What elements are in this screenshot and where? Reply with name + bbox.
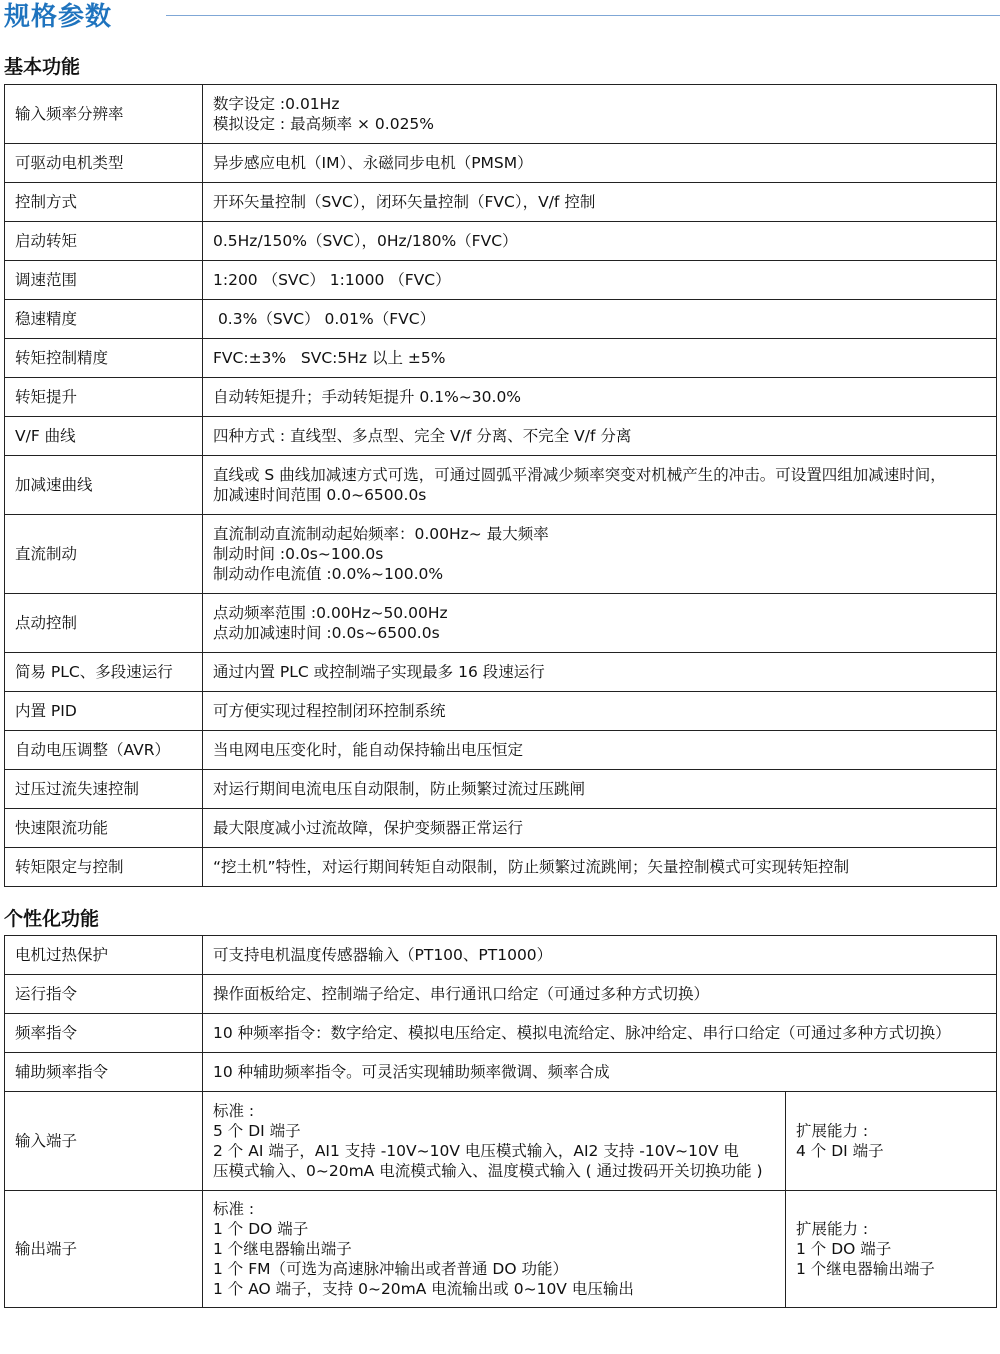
value-line: 标准 : (213, 1102, 255, 1120)
table-row (5, 770, 997, 809)
row-label: 直流制动 (5, 515, 203, 594)
row-value (203, 300, 997, 339)
table-row (5, 692, 997, 731)
row-value (203, 456, 997, 515)
value-line: 直流制动直流制动起始频率：0.00Hz~ 最大频率 (213, 525, 549, 543)
value-line: 可方便实现过程控制闭环控制系统 (213, 702, 446, 720)
value-line: 2 个 AI 端子，AI1 支持 -10V~10V 电压模式输入，AI2 支持 -10V~10V 电 (213, 1142, 739, 1160)
row-value (203, 731, 997, 770)
table-row (5, 261, 997, 300)
row-label: 转矩控制精度 (5, 339, 203, 378)
value-line: 最大限度减小过流故障，保护变频器正常运行 (213, 819, 524, 837)
value-line: 标准 : (213, 1200, 255, 1218)
value-line: 0.3%（SVC） 0.01%（FVC） (213, 310, 436, 328)
row-label: 运行指令 (5, 975, 203, 1014)
row-label: 控制方式 (5, 183, 203, 222)
table-row (5, 515, 997, 594)
row-label: 调速范围 (5, 261, 203, 300)
value-line: 点动频率范围 :0.00Hz~50.00Hz (213, 604, 448, 622)
row-value-standard (203, 1092, 786, 1191)
row-value (203, 515, 997, 594)
value-line: 可支持电机温度传感器输入（PT100、PT1000） (213, 946, 553, 964)
row-value (203, 692, 997, 731)
page-title: 规格参数 (4, 2, 113, 32)
row-value (203, 975, 997, 1014)
table-row (5, 456, 997, 515)
table-row (5, 339, 997, 378)
value-line: 1:200 （SVC） 1:1000 （FVC） (213, 271, 451, 289)
value-line: 1 个 FM（可选为高速脉冲输出或者普通 DO 功能） (213, 1260, 568, 1278)
value-line: 点动加减速时间 :0.0s~6500.0s (213, 624, 440, 642)
value-line: 通过内置 PLC 或控制端子实现最多 16 段速运行 (213, 663, 545, 681)
row-label: 加减速曲线 (5, 456, 203, 515)
row-value-standard (203, 1191, 786, 1308)
row-label: 频率指令 (5, 1014, 203, 1053)
table-row (5, 183, 997, 222)
value-line: 操作面板给定、控制端子给定、串行通讯口给定（可通过多种方式切换） (213, 985, 710, 1003)
row-value (203, 378, 997, 417)
value-line: 开环矢量控制（SVC），闭环矢量控制（FVC），V/f 控制 (213, 193, 596, 211)
row-value (203, 770, 997, 809)
row-value-expansion (786, 1191, 997, 1308)
table-row (5, 1053, 997, 1092)
value-line: 扩展能力 : (796, 1122, 869, 1140)
value-line: 制动动作电流值 :0.0%~100.0% (213, 565, 444, 583)
table-row (5, 1092, 997, 1191)
row-value (203, 261, 997, 300)
row-label: 内置 PID (5, 692, 203, 731)
title-divider (166, 15, 1000, 16)
row-value (203, 653, 997, 692)
table-row (5, 300, 997, 339)
value-line: 10 种辅助频率指令。可灵活实现辅助频率微调、频率合成 (213, 1063, 610, 1081)
value-line: 1 个 DO 端子 (796, 1240, 892, 1258)
value-line: “挖土机”特性，对运行期间转矩自动限制，防止频繁过流跳闸；矢量控制模式可实现转矩控制 (213, 858, 850, 876)
table-row (5, 1014, 997, 1053)
value-line: 0.5Hz/150%（SVC），0Hz/180%（FVC） (213, 232, 518, 250)
row-label: 过压过流失速控制 (5, 770, 203, 809)
row-value (203, 936, 997, 975)
value-line: FVC:±3% SVC:5Hz 以上 ±5% (213, 349, 446, 367)
value-line: 模拟设定 : 最高频率 × 0.025% (213, 115, 435, 133)
value-line: 加减速时间范围 0.0~6500.0s (213, 486, 427, 504)
row-label: 转矩提升 (5, 378, 203, 417)
row-label: 辅助频率指令 (5, 1053, 203, 1092)
row-label: 启动转矩 (5, 222, 203, 261)
value-line: 1 个 DO 端子 (213, 1220, 309, 1238)
table-row (5, 848, 997, 887)
table-row (5, 144, 997, 183)
row-label: 快速限流功能 (5, 809, 203, 848)
row-label: 点动控制 (5, 594, 203, 653)
row-label: V/F 曲线 (5, 417, 203, 456)
section-heading-personalized: 个性化功能 (4, 908, 100, 930)
basic-functions-table (4, 84, 997, 887)
table-row (5, 936, 997, 975)
row-value (203, 85, 997, 144)
row-label: 输入频率分辨率 (5, 85, 203, 144)
row-value (203, 1053, 997, 1092)
table-row (5, 378, 997, 417)
row-value (203, 222, 997, 261)
table-row (5, 85, 997, 144)
row-value (203, 594, 997, 653)
row-label: 电机过热保护 (5, 936, 203, 975)
row-value (203, 1014, 997, 1053)
table-row (5, 809, 997, 848)
row-value (203, 809, 997, 848)
row-value-expansion (786, 1092, 997, 1191)
row-value (203, 417, 997, 456)
table-row (5, 731, 997, 770)
table-row (5, 594, 997, 653)
value-line: 自动转矩提升；手动转矩提升 0.1%~30.0% (213, 388, 522, 406)
personalized-functions-table (4, 935, 997, 1308)
row-value (203, 144, 997, 183)
value-line: 1 个 AO 端子，支持 0~20mA 电流输出或 0~10V 电压输出 (213, 1280, 634, 1298)
value-line: 对运行期间电流电压自动限制，防止频繁过流过压跳闸 (213, 780, 586, 798)
value-line: 制动时间 :0.0s~100.0s (213, 545, 384, 563)
value-line: 四种方式 : 直线型、多点型、完全 V/f 分离、不完全 V/f 分离 (213, 427, 632, 445)
value-line: 数字设定 :0.01Hz (213, 95, 340, 113)
table-row (5, 417, 997, 456)
table-row (5, 222, 997, 261)
row-label: 自动电压调整（AVR） (5, 731, 203, 770)
row-label: 转矩限定与控制 (5, 848, 203, 887)
row-value (203, 183, 997, 222)
value-line: 10 种频率指令：数字给定、模拟电压给定、模拟电流给定、脉冲给定、串行口给定（可通过多种方式切换） (213, 1024, 951, 1042)
value-line: 当电网电压变化时，能自动保持输出电压恒定 (213, 741, 524, 759)
value-line: 异步感应电机（IM）、永磁同步电机（PMSM） (213, 154, 533, 172)
value-line: 4 个 DI 端子 (796, 1142, 884, 1160)
row-value (203, 339, 997, 378)
table-row (5, 975, 997, 1014)
row-label: 简易 PLC、多段速运行 (5, 653, 203, 692)
row-value (203, 848, 997, 887)
row-label: 输入端子 (5, 1092, 203, 1191)
table-row (5, 653, 997, 692)
value-line: 5 个 DI 端子 (213, 1122, 301, 1140)
value-line: 1 个继电器输出端子 (213, 1240, 352, 1258)
row-label: 稳速精度 (5, 300, 203, 339)
value-line: 直线或 S 曲线加减速方式可选，可通过圆弧平滑减少频率突变对机械产生的冲击。可设置四组加减速时间， (213, 466, 946, 484)
table-row (5, 1191, 997, 1308)
section-heading-basic: 基本功能 (4, 56, 81, 78)
row-label: 可驱动电机类型 (5, 144, 203, 183)
value-line: 压模式输入、0~20mA 电流模式输入、温度模式输入 ( 通过拨码开关切换功能 ) (213, 1162, 763, 1180)
value-line: 1 个继电器输出端子 (796, 1260, 935, 1278)
value-line: 扩展能力 : (796, 1220, 869, 1238)
row-label: 输出端子 (5, 1191, 203, 1308)
